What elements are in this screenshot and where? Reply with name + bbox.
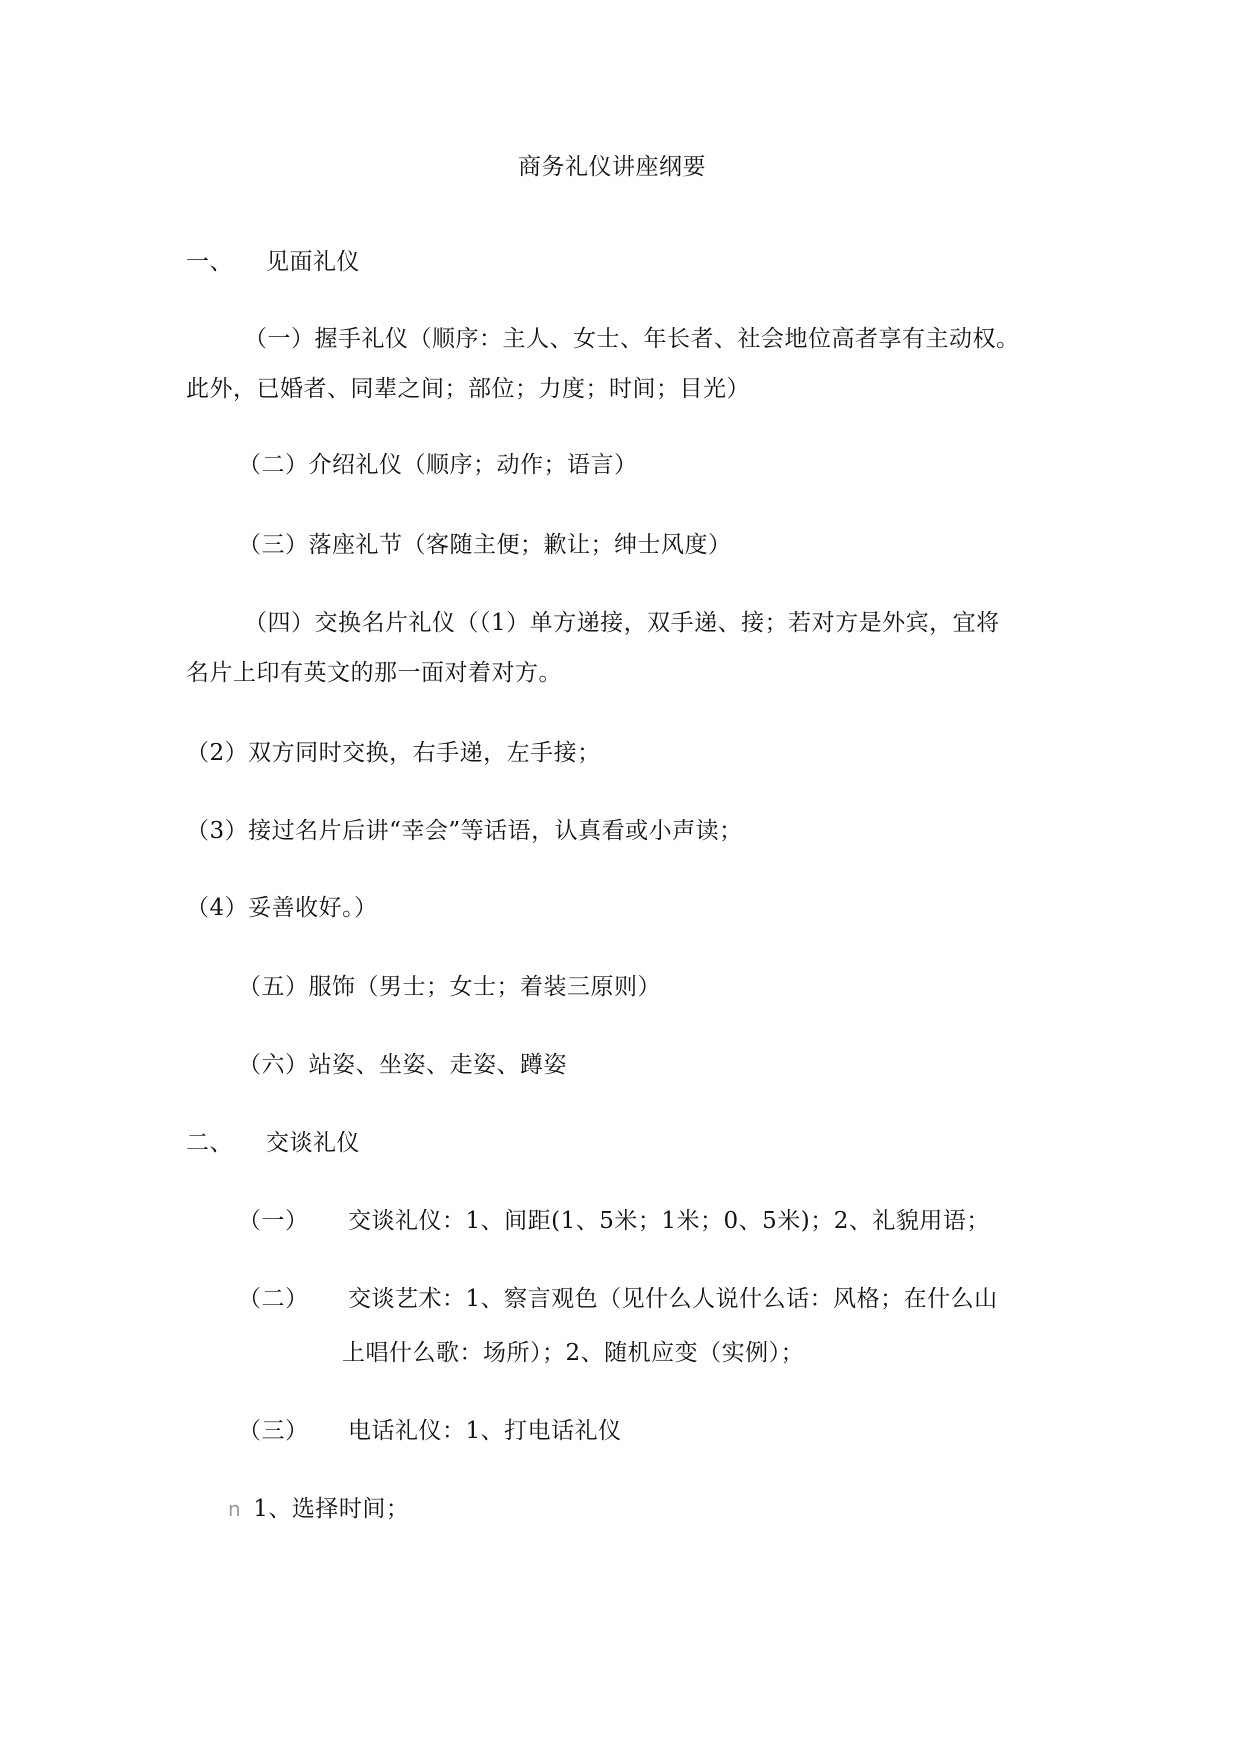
item-attire: （五）服饰（男士；女士；着装三原则） — [238, 974, 661, 1000]
item-business-card-step-2: （2）双方同时交换，右手递，左手接； — [186, 740, 601, 766]
talk-art-text-line-1: 交谈艺术：1、察言观色（见什么人说什么话：风格；在什么山 — [348, 1286, 998, 1312]
phone-etiquette-text: 电话礼仪：1、打电话礼仪 — [348, 1418, 622, 1444]
phone-etiquette-number: （三） — [238, 1418, 309, 1444]
section-2-number: 二、 — [186, 1130, 233, 1156]
item-business-card-step-4: （4）妥善收好。） — [186, 895, 378, 921]
section-1-heading — [186, 247, 360, 277]
item-posture: （六）站姿、坐姿、走姿、蹲姿 — [238, 1052, 567, 1078]
choose-time-item — [228, 1494, 409, 1524]
choose-time-text: 1、选择时间； — [253, 1496, 410, 1522]
section-2-title: 交谈礼仪 — [266, 1130, 360, 1156]
bullet-marker: n — [228, 1497, 242, 1521]
talk-art-number: （二） — [238, 1286, 309, 1312]
item-seating: （三）落座礼节（客随主便；歉让；绅士风度） — [238, 532, 732, 558]
section-1-number: 一、 — [186, 249, 233, 275]
item-business-card-line-1: （四）交换名片礼仪（（1）单方递接，双手递、接；若对方是外宾，宜将 — [244, 610, 1000, 636]
item-business-card-step-3: （3）接过名片后讲“幸会”等话语，认真看或小声读； — [186, 818, 743, 844]
section-1-title: 见面礼仪 — [266, 249, 360, 275]
item-business-card-line-2: 名片上印有英文的那一面对着对方。 — [186, 660, 562, 686]
talk-etiquette-text: 交谈礼仪：1、间距(1、5米；1米；0、5米)；2、礼貌用语； — [348, 1208, 990, 1234]
item-handshake-line-2: 此外，已婚者、同辈之间；部位；力度；时间；目光） — [186, 376, 750, 402]
page-title: 商务礼仪讲座纲要 — [518, 154, 706, 180]
item-introduction: （二）介绍礼仪（顺序；动作；语言） — [238, 452, 638, 478]
section-2-heading — [186, 1128, 360, 1158]
talk-etiquette-number: （一） — [238, 1208, 309, 1234]
talk-art-text-line-2: 上唱什么歌：场所）；2、随机应变（实例）； — [342, 1340, 805, 1366]
item-handshake-line-1: （一）握手礼仪（顺序：主人、女士、年长者、社会地位高者享有主动权。 — [244, 326, 1020, 352]
